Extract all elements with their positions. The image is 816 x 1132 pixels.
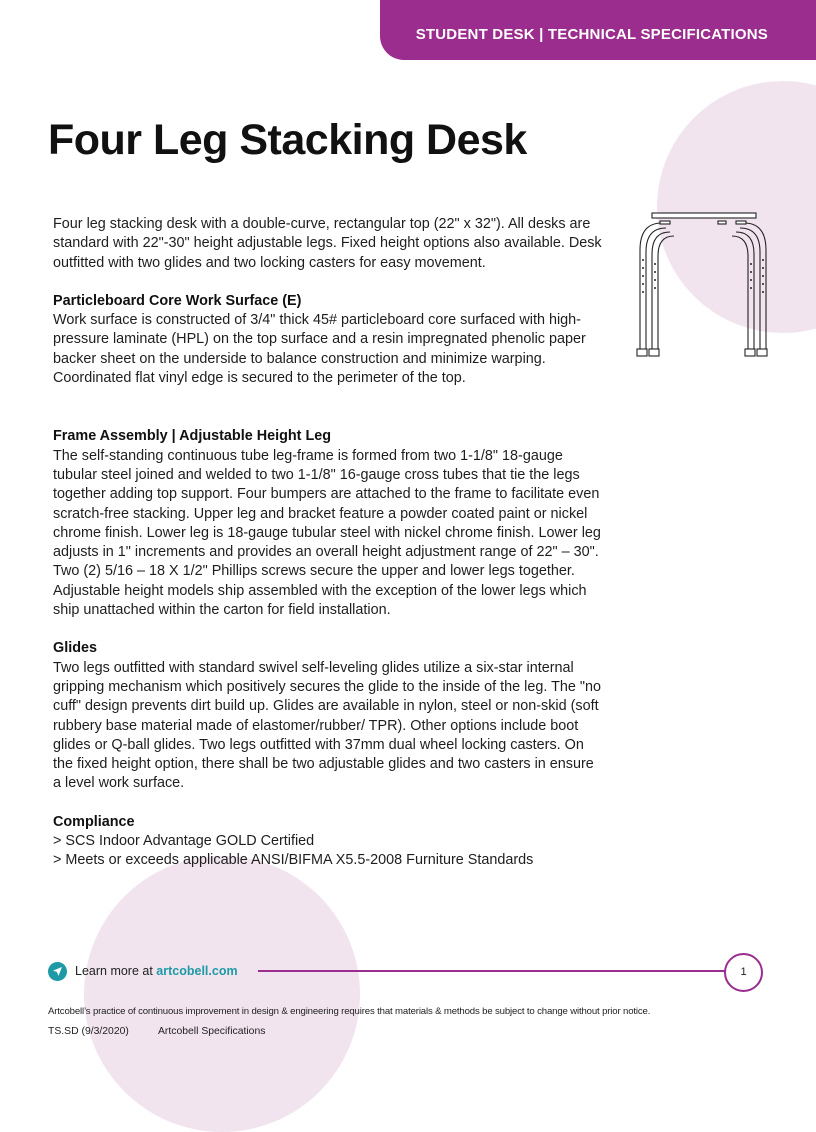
- specification-body: [53, 215, 603, 871]
- glides-paragraph: Two legs outfitted with standard swivel self-leveling glides utilize a six-star internal gripping mechanism which positively secures the glide to the inside of the leg. The "no cuff" design prevents dirt build up. Glides are available in nylon, steel or non-skid (soft rubbery base material made of elastomer/rubber/ TPR). Other options include boot glides or Q-ball glides. Two legs outfitted with 37mm dual wheel locking casters. On the fixed height option, there shall be two adjustable glides and two casters in ensure a level work surface.: [53, 659, 601, 792]
- learn-more-prefix: Learn more at: [75, 964, 157, 978]
- header-title: STUDENT DESK | TECHNICAL SPECIFICATIONS: [415, 26, 768, 43]
- compliance-item: > SCS Indoor Advantage GOLD Certified: [53, 833, 315, 850]
- frame-assembly-paragraph: The self-standing continuous tube leg-frame is formed from two 1-1/8" 18-gauge tubular steel joined and welded to two 1-1/8" 16-gauge cross tubes that tie the legs together adding top support. Four bumpers are attached to the frame to facilitate even scratch-free stacking. Upper leg and bracket feature a powder coated paint or nickel chrome finish. Lower leg is 18-gauge tubular steel with nickel chrome finish. Lower leg adjusts in 1" increments and provides an overall height adjustment range of 22" – 30". Two (2) 5/16 – 18 X 1/2" Phillips screws secure the upper and lower legs together. Adjustable height models ship assembled with the exception of the lower legs which ship unattached within the carton for field installation.: [53, 447, 601, 619]
- decorative-circle-bottom: [84, 856, 360, 1132]
- glides-heading: Glides: [53, 640, 97, 657]
- frame-assembly-heading: Frame Assembly | Adjustable Height Leg: [53, 428, 332, 445]
- compliance-heading: Compliance: [53, 813, 135, 830]
- page-title: Four Leg Stacking Desk: [48, 116, 527, 164]
- artcobell-link[interactable]: artcobell.com: [156, 964, 238, 978]
- footer-divider: [258, 970, 726, 972]
- compliance-item: > Meets or exceeds applicable ANSI/BIFMA X5.5-2008 Furniture Standards: [53, 852, 534, 869]
- work-surface-paragraph: Work surface is constructed of 3/4" thick 45# particleboard core surfaced with high-pressure laminate (HPL) on the top surface and a resin impregnated phenolic paper backer sheet on the underside to balance construction and minimize warping. Coordinated flat vinyl edge is secured to the perimeter of the top.: [53, 312, 586, 387]
- header-band: [380, 0, 816, 60]
- document-source: Artcobell Specifications: [158, 1026, 266, 1037]
- work-surface-heading: Particleboard Core Work Surface (E): [53, 292, 302, 309]
- disclaimer-text: Artcobell’s practice of continuous improvement in design & engineering requires that materials & methods be subject to change without prior notice.: [48, 1006, 651, 1017]
- document-code: TS.SD (9/3/2020): [48, 1026, 129, 1037]
- learn-more-text: [75, 964, 238, 978]
- desk-illustration: [632, 210, 772, 360]
- intro-paragraph: Four leg stacking desk with a double-curve, rectangular top (22" x 32"). All desks are standard with 22"-30" height adjustable legs. Fixed height options also available. Desk outfitted with two glides and two locking casters for easy movement.: [53, 216, 602, 271]
- send-arrow-icon: [48, 962, 67, 981]
- page-number: 1: [724, 953, 763, 992]
